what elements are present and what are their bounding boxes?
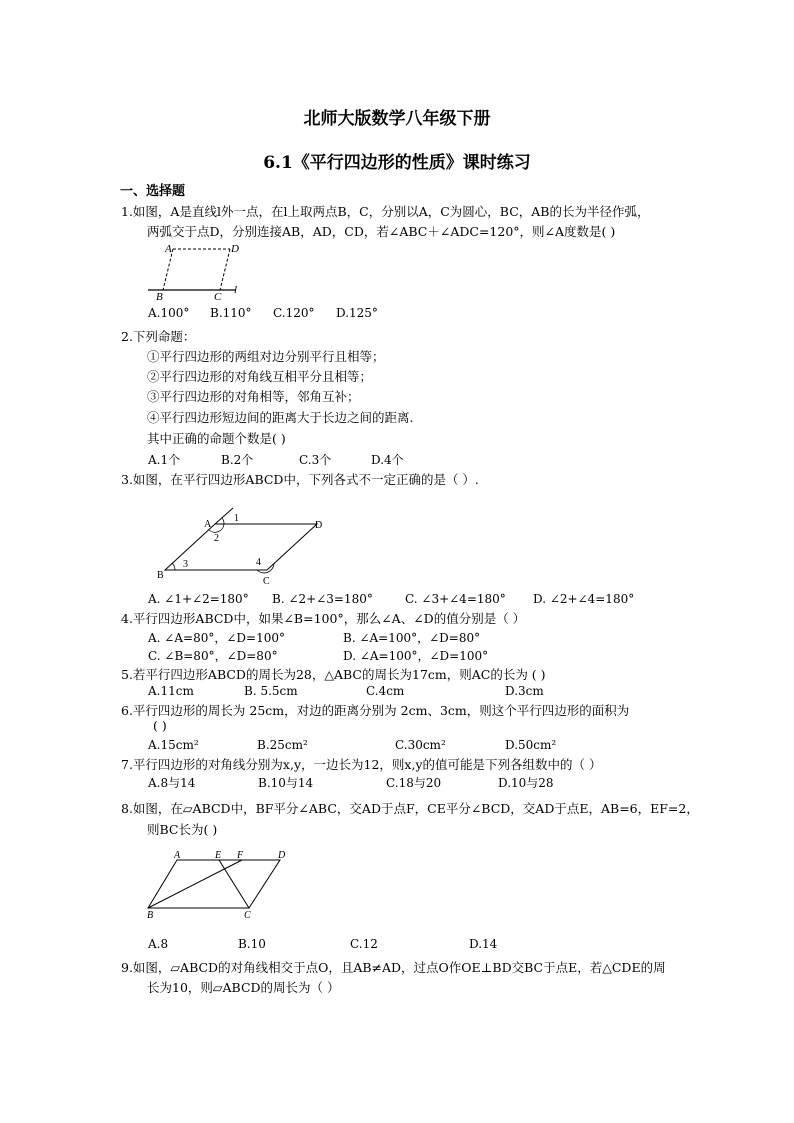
q2-option-d: D.4个 [371,453,404,467]
q3-angle-arc-2 [209,524,224,532]
q5-stem: 5.若平行四边形ABCD的周长为28，△ABC的周长为17cm，则AC的长为 ( ) [121,667,546,682]
q8-parallelogram [148,860,280,908]
q1-option-c: C.120° [273,306,315,320]
q3-option-d: D. ∠2+∠4=180° [533,592,635,606]
q1-label-l: l [234,284,238,296]
q8-label-f: F [237,850,244,861]
q6-stem-line1: 6.平行四边形的周长为 25cm，对边的距离分别为 2cm、3cm，则这个平行四边形的面积为 [121,703,630,718]
q4-option-a: A. ∠A=80°，∠D=100° [148,631,285,645]
q2-stem: 2.下列命题： [121,329,196,344]
q9-stem-line1: 9.如图，▱ABCD的对角线相交于点O，且AB≠AD，过点O作OE⊥BD交BC于点E，若△CDE的周 [121,960,666,975]
q8-label-e: E [215,850,222,861]
q1-option-d: D.125° [336,306,378,320]
q5-option-a: A.11cm [148,684,194,698]
q1-option-b: B.110° [210,306,252,320]
q1-label-a: A [165,243,172,255]
q8-label-b: B [147,910,154,920]
q1-label-b: B [156,291,163,302]
q6-stem-line2: ( ) [153,718,167,733]
q1-stem-line1: 1.如图，A是直线l外一点，在l上取两点B，C，分别以A，C为圆心，BC，AB的长为半径作弧， [121,204,650,219]
q1-segment-ab [163,249,173,290]
q3-option-b: B. ∠2+∠3=180° [272,592,373,606]
q6-option-b: B.25cm² [257,738,308,752]
q8-label-d: D [278,850,286,861]
q5-option-d: D.3cm [505,684,544,698]
q8-stem-line1: 8.如图，在▱ABCD中，BF平分∠ABC，交AD于点F，CE平分∠BCD，交AD于点E，AB=6，EF=2， [121,801,699,816]
q8-figure [143,848,293,920]
q8-stem-line2: 则BC长为( ) [147,822,218,837]
q8-option-a: A.8 [148,937,169,951]
q3-label-b: B [157,570,164,581]
q8-option-d: D.14 [469,937,498,951]
q4-option-c: C. ∠B=80°，∠D=80° [148,649,278,663]
q1-option-a: A.100° [148,306,190,320]
q3-angle-label-1: 1 [234,513,239,524]
q2-option-a: A.1个 [148,453,181,467]
q3-figure [152,500,337,588]
q3-label-d: D [315,520,323,531]
q6-option-a: A.15cm² [148,738,199,752]
q8-option-b: B.10 [238,937,266,951]
q8-segment-ce [219,860,249,908]
q2-item-3: ③平行四边形的对角相等，邻角互补； [147,389,360,404]
q1-figure [140,240,250,302]
q3-angle-label-2: 2 [214,533,219,544]
q2-item-1: ①平行四边形的两组对边分别平行且相等； [147,349,385,364]
q3-label-c: C [263,576,270,587]
q6-option-c: C.30cm² [395,738,446,752]
q9-stem-line2: 长为10，则▱ABCD的周长为（ ） [147,980,340,995]
q3-angle-arc-1 [222,518,224,524]
q6-option-d: D.50cm² [505,738,557,752]
q7-option-d: D.10与28 [498,776,554,790]
q4-option-d: D. ∠A=100°，∠D=100° [343,649,489,663]
q7-option-c: C.18与20 [386,776,442,790]
q5-option-c: C.4cm [366,684,405,698]
q3-option-a: A. ∠1+∠2=180° [148,592,249,606]
q5-option-b: B. 5.5cm [244,684,298,698]
page-title: 北师大版数学八年级下册 [303,109,491,129]
q7-stem: 7.平行四边形的对角线分别为x,y，一边长为12，则x,y的值可能是下列各组数中的（ ） [121,757,602,772]
q7-option-a: A.8与14 [148,776,196,790]
q3-angle-label-4: 4 [256,557,261,568]
q3-label-a: A [204,519,212,530]
section-heading: 一、选择题 [120,184,186,199]
q1-segment-cd [220,249,230,290]
page-subtitle: 6.1《平行四边形的性质》课时练习 [263,153,531,173]
q3-angle-arc-3 [172,563,175,570]
q2-option-c: C.3个 [299,453,332,467]
q8-label-a: A [174,850,181,861]
q2-item-4: ④平行四边形短边间的距离大于长边之间的距离. [147,410,414,425]
q3-angle-label-3: 3 [183,559,188,570]
q1-label-d: D [231,243,239,255]
q1-stem-line2: 两弧交于点D，分别连接AB，AD，CD，若∠ABC＋∠ADC=120°，则∠A度数是( ) [147,224,616,239]
q4-stem: 4.平行四边形ABCD中，如果∠B=100°，那么∠A、∠D的值分别是（ ） [121,611,526,626]
q2-item-2: ②平行四边形的对角线互相平分且相等； [147,369,373,384]
q2-ask: 其中正确的命题个数是( ) [147,431,286,446]
q8-label-c: C [244,910,251,920]
q2-option-b: B.2个 [221,453,254,467]
q8-option-c: C.12 [350,937,378,951]
q3-stem: 3.如图，在平行四边形ABCD中，下列各式不一定正确的是（ ）. [121,472,479,487]
q3-option-c: C. ∠3+∠4=180° [405,592,506,606]
q1-label-c: C [214,291,222,302]
q7-option-b: B.10与14 [258,776,314,790]
q4-option-b: B. ∠A=100°，∠D=80° [343,631,481,645]
